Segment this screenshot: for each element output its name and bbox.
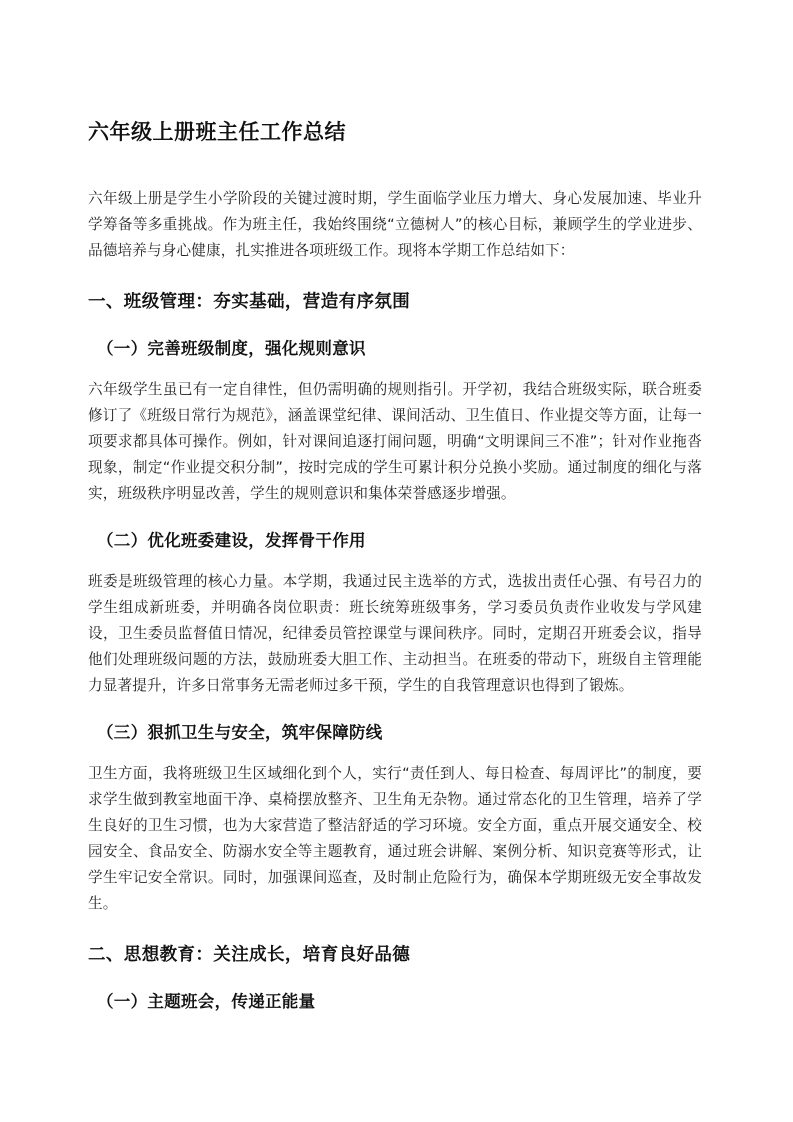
spacer xyxy=(88,507,702,529)
subsection-heading-1-2: （二）优化班委建设，发挥骨干作用 xyxy=(97,530,366,550)
page-title: 六年级上册班主任工作总结 xyxy=(88,120,346,144)
spacer xyxy=(88,264,702,290)
subsection-body-1-3: 卫生方面，我将班级卫生区域细化到个人，实行“责任到人、每日检查、每周评比”的制度，要求学生做到教室地面干净、桌椅摆放整齐、卫生角无杂物。通过常态化的卫生管理，培养了学生良好的卫生习惯，也为大家营造了整洁舒适的学习环境。安全方面，重点开展交通安全、校园安全、食品安全、防溺水安全等主题教育，通过班会讲解、案例分析、知识竞赛等形式，让学生牢记安全常识。同时，加强课间巡查，及时制止危险行为，确保本学期班级无安全事故发生。 xyxy=(88,765,702,913)
intro-paragraph: 六年级上册是学生小学阶段的关键过渡时期，学生面临学业压力增大、身心发展加速、毕业升学筹备等多重挑战。作为班主任，我始终围绕“立德树人”的核心目标，兼顾学生的学业进步、品德培养与身心健康，扎实推进各项班级工作。现将本学期工作总结如下： xyxy=(88,190,702,260)
subsection-heading-2-1: （一）主题班会，传递正能量 xyxy=(97,991,316,1011)
spacer xyxy=(88,968,702,990)
spacer xyxy=(88,552,702,569)
subsection-body-1-2: 班委是班级管理的核心力量。本学期，我通过民主选举的方式，选拔出责任心强、有号召力的学生组成新班委，并明确各岗位职责：班长统筹班级事务，学习委员负责作业收发与学风建设，卫生委员监督值日情况，纪律委员管控课堂与课间秩序。同时，定期召开班委会议，指导他们处理班级问题的方法，鼓励班委大胆工作、主动担当。在班委的带动下，班级自主管理能力显著提升，许多日常事务无需老师过多干预，学生的自我管理意识也得到了锻炼。 xyxy=(88,573,702,695)
document-body xyxy=(88,0,702,1013)
spacer xyxy=(88,360,702,377)
subsection-heading-1-1: （一）完善班级制度，强化规则意识 xyxy=(97,338,366,358)
spacer xyxy=(88,146,702,186)
subsection-body-1-1: 六年级学生虽已有一定自律性，但仍需明确的规则指引。开学初，我结合班级实际，联合班委修订了《班级日常行为规范》，涵盖课堂纪律、课间活动、卫生值日、作业提交等方面，让每一项要求都具体可操作。例如，针对课间追逐打闹问题，明确“文明课间三不准”；针对作业拖沓现象，制定“作业提交积分制”，按时完成的学生可累计积分兑换小奖励。通过制度的细化与落实，班级秩序明显改善，学生的规则意识和集体荣誉感逐步增强。 xyxy=(88,380,702,502)
spacer xyxy=(88,699,702,721)
spacer xyxy=(88,917,702,943)
spacer xyxy=(88,744,702,761)
section-heading-2: 二、思想教育：关注成长，培育良好品德 xyxy=(88,945,411,966)
spacer xyxy=(88,315,702,337)
subsection-heading-1-3: （三）狠抓卫生与安全，筑牢保障防线 xyxy=(97,723,383,743)
section-heading-1: 一、班级管理：夯实基础，营造有序氛围 xyxy=(88,292,411,313)
